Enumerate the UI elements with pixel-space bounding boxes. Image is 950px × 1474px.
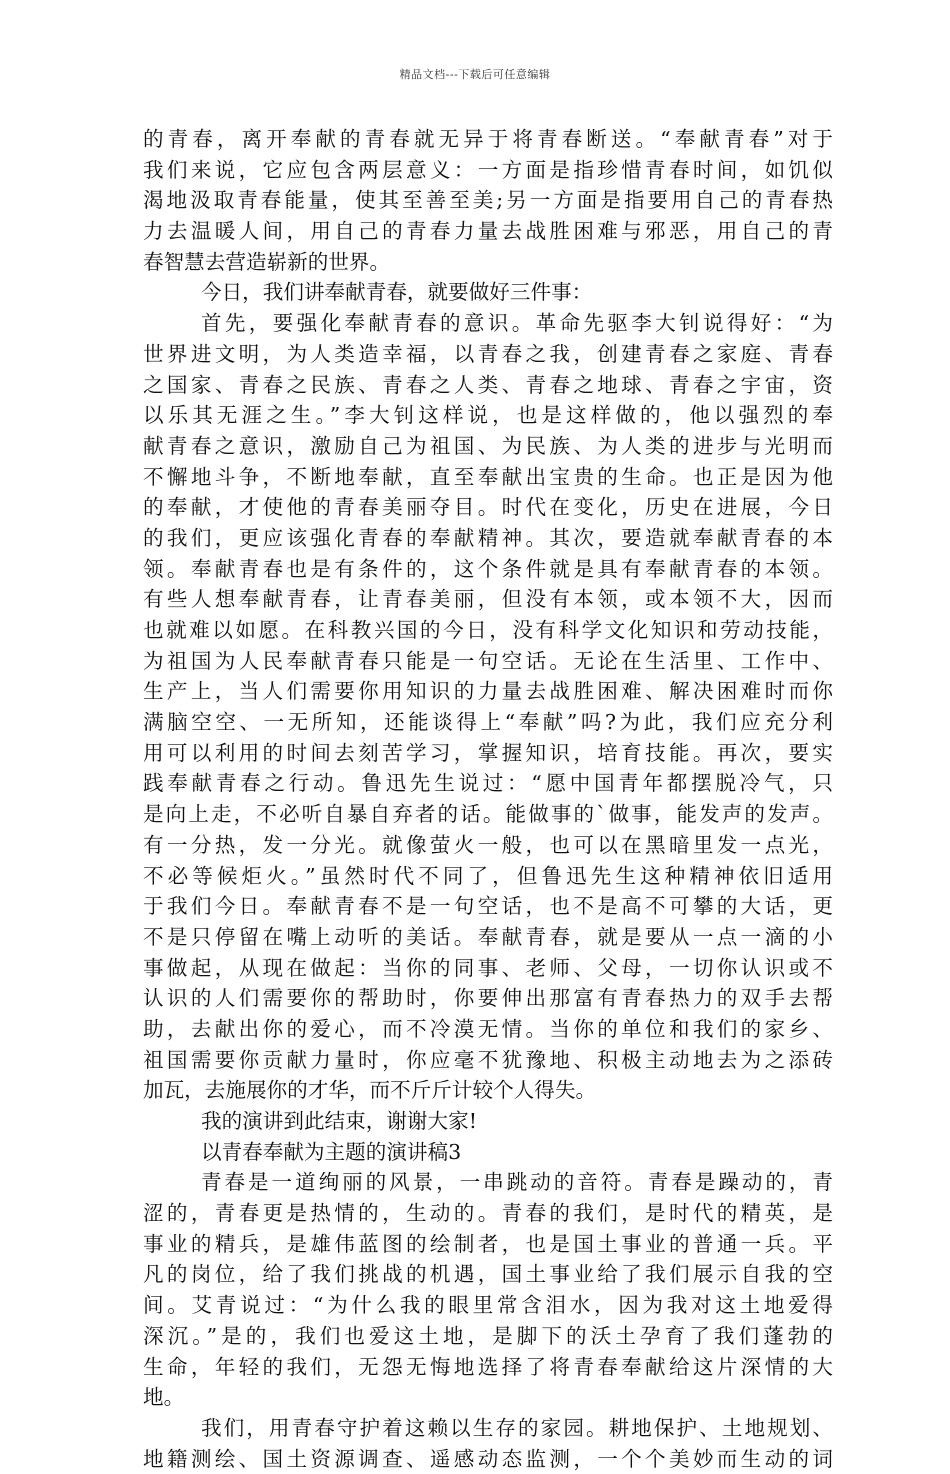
text-line: 我们来说，它应包含两层意义：一方面是指珍惜青春时间，如饥似 bbox=[143, 157, 833, 182]
text-line: 事做起，从现在做起：当你的同事、老师、父母，一切你认识或不 bbox=[143, 955, 833, 980]
text-line: 生命，年轻的我们，无怨无悔地选择了将青春奉献给这片深情的大 bbox=[143, 1354, 833, 1379]
text-line: 为祖国为人民奉献青春只能是一句空话。无论在生活里、工作中、 bbox=[143, 648, 833, 673]
text-line: 青春是一道绚丽的风景，一串跳动的音符。青春是躁动的，青 bbox=[201, 1170, 833, 1195]
text-line: 我们，用青春守护着这赖以生存的家园。耕地保护、土地规划、 bbox=[201, 1415, 833, 1440]
text-line: 不必等候炬火。”虽然时代不同了，但鲁迅先生这种精神依旧适用 bbox=[143, 863, 833, 888]
text-line: 地。 bbox=[143, 1385, 185, 1410]
text-line: 事业的精兵，是雄伟蓝图的绘制者，也是国土事业的普通一兵。平 bbox=[143, 1231, 833, 1256]
text-line: 间。艾青说过：“为什么我的眼里常含泪水，因为我对这土地爱得 bbox=[143, 1293, 833, 1318]
text-line: 不懈地斗争，不断地奉献，直至奉献出宝贵的生命。也正是因为他 bbox=[143, 464, 833, 489]
text-line: 是向上走，不必听自暴自弃者的话。能做事的`做事，能发声的发声。 bbox=[143, 802, 833, 827]
text-line: 于我们今日。奉献青春不是一句空话，也不是高不可攀的大话，更 bbox=[143, 894, 833, 919]
text-line: 地籍测绘、国土资源调查、遥感动态监测，一个个美妙而生动的词 bbox=[143, 1446, 833, 1471]
text-line: 世界进文明，为人类造幸福，以青春之我，创建青春之家庭、青春 bbox=[143, 341, 833, 366]
text-line: 今日，我们讲奉献青春，就要做好三件事： bbox=[201, 280, 593, 305]
text-line: 涩的，青春更是热情的，生动的。青春的我们，是时代的精英，是 bbox=[143, 1201, 833, 1226]
text-line: 的青春，离开奉献的青春就无异于将青春断送。“奉献青春”对于 bbox=[143, 127, 833, 151]
text-line: 践奉献青春之行动。鲁迅先生说过：“愿中国青年都摆脱冷气，只 bbox=[143, 771, 833, 796]
text-line: 渴地汲取青春能量，使其至善至美;另一方面是指要用自己的青春热 bbox=[143, 188, 833, 213]
text-line: 我的演讲到此结束，谢谢大家! bbox=[201, 1109, 477, 1133]
text-line: 满脑空空、一无所知，还能谈得上“奉献”吗?为此，我们应充分利 bbox=[143, 710, 833, 735]
text-line: 的奉献，才使他的青春美丽夺目。时代在变化，历史在进展，今日 bbox=[143, 495, 833, 520]
text-line: 以青春奉献为主题的演讲稿3 bbox=[201, 1139, 462, 1164]
text-line: 凡的岗位，给了我们挑战的机遇，国土事业给了我们展示自我的空 bbox=[143, 1262, 833, 1287]
text-line: 认识的人们需要你的帮助时，你要伸出那富有青春热力的双手去帮 bbox=[143, 986, 833, 1011]
text-line: 力去温暖人间，用自己的青春力量去战胜困难与邪恶，用自己的青 bbox=[143, 219, 833, 244]
text-line: 领。奉献青春也是有条件的，这个条件就是具有奉献青春的本领。 bbox=[143, 556, 833, 581]
text-line: 深沉。”是的，我们也爱这土地，是脚下的沃土孕育了我们蓬勃的 bbox=[143, 1323, 833, 1348]
text-line: 献青春之意识，激励自己为祖国、为民族、为人类的进步与光明而 bbox=[143, 433, 833, 458]
text-line: 首先，要强化奉献青春的意识。革命先驱李大钊说得好：“为 bbox=[201, 311, 833, 336]
text-line: 的我们，更应该强化青春的奉献精神。其次，要造就奉献青春的本 bbox=[143, 525, 833, 550]
text-line: 祖国需要你贡献力量时，你应毫不犹豫地、积极主动地去为之添砖 bbox=[143, 1047, 833, 1072]
text-line: 助，去献出你的爱心，而不冷漠无情。当你的单位和我们的家乡、 bbox=[143, 1016, 833, 1041]
document-body bbox=[143, 124, 833, 1474]
text-line: 也就难以如愿。在科教兴国的今日，没有科学文化知识和劳动技能， bbox=[143, 618, 833, 642]
page-header: 精品文档---下载后可任意编辑 bbox=[399, 68, 551, 81]
text-line: 生产上，当人们需要你用知识的力量去战胜困难、解决困难时而你 bbox=[143, 679, 833, 704]
text-line: 有些人想奉献青春，让青春美丽，但没有本领，或本领不大，因而 bbox=[143, 587, 833, 612]
text-line: 用可以利用的时间去刻苦学习，掌握知识，培育技能。再次，要实 bbox=[143, 740, 833, 765]
text-line: 之国家、青春之民族、青春之人类、青春之地球、青春之宇宙，资 bbox=[143, 372, 833, 397]
text-line: 有一分热，发一分光。就像萤火一般，也可以在黑暗里发一点光， bbox=[143, 832, 833, 857]
text-line: 以乐其无涯之生。”李大钊这样说，也是这样做的，他以强烈的奉 bbox=[143, 403, 833, 428]
text-line: 加瓦，去施展你的才华，而不斤斤计较个人得失。 bbox=[143, 1078, 597, 1103]
text-line: 春智慧去营造崭新的世界。 bbox=[143, 249, 391, 274]
text-line: 不是只停留在嘴上动听的美话。奉献青春，就是要从一点一滴的小 bbox=[143, 924, 833, 949]
